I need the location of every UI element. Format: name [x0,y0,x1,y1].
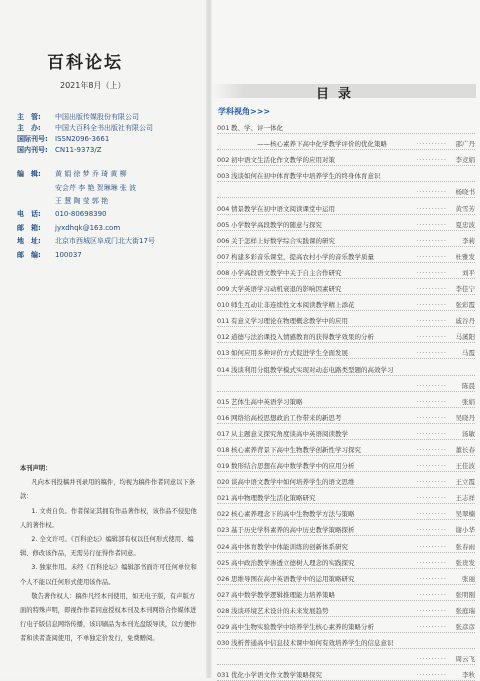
declaration [20,462,198,647]
toc-leader-dots: ·········· [416,220,447,229]
toc-page-number: 023 [217,526,230,535]
toc-article-title: 高中体育教学中体能训练的创新体系研究 [231,542,348,551]
toc-article-title: 艺体生高中英语学习策略 [231,397,303,406]
toc-article-title: 谈高中语文教学中如何培养学生的语文思维 [231,478,355,487]
toc-article-title: 教、学、评一体化 [231,124,283,133]
toc-leader-dots: ·········· [416,606,447,615]
toc-page-number: 001 [217,124,230,133]
toc-article-title: 小学高段语文教学中关于自主合作研究 [231,268,342,277]
toc-page-number: 018 [217,445,230,454]
toc-author: 刘平 [462,268,475,277]
contact-row [17,235,155,249]
toc-entry[interactable] [217,520,475,534]
toc-leader-dots: ·········· [416,204,447,213]
toc-author: 周云飞 [455,655,475,664]
toc-article-title: 核心素养背景下高中生物教学创新性学习探究 [231,445,361,454]
toc-leader-dots: ·········· [416,590,447,599]
toc-author: 马霞 [462,349,475,358]
editors-block [17,168,136,209]
toc-entry[interactable] [217,215,475,229]
toc-article-title: 高中物理教学生活化策略研究 [231,494,316,503]
toc-page-number: 003 [217,172,230,181]
toc-entry[interactable] [217,440,475,454]
meta-value: CN11-9373/Z [55,146,102,154]
contact-label: 邮 箱: [17,223,41,232]
section-heading: 学科视角>>> [218,107,271,116]
toc-entry[interactable] [217,311,475,325]
toc-page-number: 029 [217,623,230,631]
toc-article-title: 浅谈如何在初中体育教学中培养学生的终身体育意识 [231,172,381,181]
toc-article-title: 浅谈环境艺术设计的未来发展趋势 [231,606,329,615]
editors-label: 编 辑: [17,170,41,178]
toc-leader-dots: ·········· [416,268,447,277]
toc-leader-dots: ·········· [416,140,447,149]
toc-entry[interactable] [217,553,475,567]
toc-page-number: 013 [217,349,230,358]
contact-row [17,222,155,236]
toc-leader-dots: ·········· [416,478,447,487]
declaration-paragraph: 2. 全文许可。《百科论坛》编辑部有权以任何形式使用、编辑、修改该作品，无需另行征得作者同意。 [20,536,194,558]
toc-article-title: 核心素养理念下的高中生物教学方法与策略 [231,510,355,519]
toc-author: 陈晨 [462,381,475,390]
toc-article-title: 大学英语学习动机衰退的影响因素研究 [231,285,342,294]
toc-entry[interactable] [217,198,475,212]
contact-label: 电 话: [17,210,41,218]
meta-row [17,134,202,145]
toc-author: 王立霞 [455,478,475,487]
toc-entry[interactable] [217,504,475,518]
toc-article-title: 小学数学高段教学的随意与探究 [231,220,322,229]
toc-entry[interactable] [217,488,475,502]
contact-row [17,249,155,263]
toc-entry[interactable] [217,118,475,132]
toc-author: 邵广丹 [455,140,475,149]
toc-page-number: 022 [217,510,230,519]
toc-leader-dots: ·········· [416,349,447,358]
meta-value: ISSN2096-3661 [55,135,110,143]
toc-leader-dots: ·········· [416,462,447,471]
toc-author: 董长春 [455,445,475,454]
toc-article-title: 道德与法治课投入情感教育的获得教学效果的分析 [231,333,374,342]
toc-author: 张丽 [462,574,475,583]
toc-entry[interactable] [217,424,475,438]
toc-article-title: 关于怎样上好数学综合实践课的研究 [231,236,335,245]
toc-title: 目录 [316,87,361,102]
toc-entry[interactable] [217,182,475,196]
toc-page-number: 012 [217,333,230,342]
toc-page-number: 004 [217,204,230,213]
toc-leader-dots: ·········· [416,655,447,664]
meta-value: 中国大百科全书出版社有限公司 [55,124,153,132]
contact-value: 010-80698390 [55,210,107,218]
editors-line: 王 慧 陶 莹 郭 艳 [55,197,109,205]
toc-page-number: 016 [217,413,230,422]
declaration-paragraph: 1. 文责自负。作者保证其拥有作品著作权，该作品不侵犯他人的著作权。 [20,507,197,529]
toc-entry[interactable] [217,166,475,180]
toc-entry[interactable] [217,134,475,148]
toc-author: 王佳波 [455,462,475,471]
toc-entry[interactable] [217,231,475,245]
toc-entry[interactable] [217,633,475,647]
toc-page-number: 021 [217,494,230,503]
toc-author: 张贵发 [455,558,475,567]
contact-label: 邮 编: [17,250,41,259]
toc-author: 谢小华 [455,526,475,535]
toc-author: 黄雪芳 [455,204,475,213]
toc-entry[interactable] [217,359,475,373]
toc-leader-dots: ·········· [416,252,447,261]
toc-author: 李秋 [462,671,475,680]
toc-article-title: 高中数学教学逻辑推理能力培养策略 [231,590,335,599]
toc-entry[interactable] [217,472,475,486]
toc-leader-dots: ·········· [416,494,447,503]
toc-leader-dots: ·········· [416,285,447,294]
toc-author: 李佳宁 [455,285,475,294]
toc-page-number: 026 [217,574,230,583]
toc-leader-dots: ·········· [416,574,447,583]
toc-entry[interactable] [217,263,475,277]
meta-row [17,145,202,156]
toc-entry[interactable] [217,150,475,164]
toc-entry[interactable] [217,392,475,406]
toc-leader-dots: ·········· [416,429,447,438]
meta-label: 国际刊号: [17,135,48,143]
toc-entry[interactable] [217,585,475,599]
toc-article-title: 如何应用多种评价方式促进学生全面发展 [231,349,348,358]
toc-article-title: 优化小学语文作文教学策略探究 [231,671,322,680]
toc-page-number: 019 [217,462,230,471]
meta-row [17,123,202,134]
toc-author: 李竞娟 [455,156,475,165]
toc-leader-dots: ·········· [416,526,447,535]
toc-article-title: 高中政治教学渗透立德树人理念的实践探究 [231,558,355,567]
toc-author: 张彩霞 [455,301,475,310]
toc-article-title: 基于历史学科素养的高中历史教学策略探析 [231,526,355,535]
contact-info [17,208,155,262]
toc-entry[interactable] [217,617,475,631]
toc-leader-dots: ·········· [416,317,447,326]
toc-article-title: 思维导图在高中英语教学中的运用策略研究 [231,574,355,583]
toc-page-number: 031 [217,671,230,680]
toc-author: 张彦彦 [455,623,475,631]
toc-article-title: 情景教学在初中语文阅读课堂中运用 [231,204,335,213]
toc-entry[interactable] [217,456,475,470]
toc-entry[interactable] [217,376,475,390]
toc-entry[interactable] [217,279,475,293]
toc-author: 戚谷丹 [455,317,475,326]
toc-article-title: 有意义学习理论在物理概念教学中的应用 [231,317,348,326]
editors-line: 安会芹 李 艳 贺琳琳 张 波 [55,183,137,192]
toc-entry[interactable] [217,247,475,261]
toc-entry[interactable] [217,601,475,615]
declaration-heading: 本刊声明： [20,465,52,472]
toc-leader-dots: ·········· [416,510,447,519]
toc-article-title: 初中语文生活化作文教学的应用对策 [231,156,335,165]
declaration-paragraph: 3. 独家作用。未经《百科论坛》编辑部书面许可任何单位和个人不能以任何形式使用该作品。 [20,564,197,586]
meta-row [17,112,202,123]
toc-leader-dots: ·········· [416,445,447,454]
toc-page-number: 017 [217,429,230,438]
toc-author: 汤敏 [462,429,475,438]
toc-leader-dots: ·········· [416,623,447,631]
toc-article-title: 网络给高校思想政治工作带来的新思考 [231,413,342,422]
toc-page-number: 014 [217,365,230,374]
page-gutter [206,0,212,678]
toc-entry[interactable] [217,665,475,679]
toc-entry[interactable] [217,408,475,422]
toc-leader-dots: ·········· [416,156,447,165]
toc-leader-dots: ·········· [416,333,447,342]
contact-value: jyxdhqk@163.com [55,223,121,232]
toc-article-title: 浅析普通高中信息技术课中如何有效培养学生的信息意识 [231,639,394,648]
toc-leader-dots: ·········· [416,542,447,551]
toc-article-title: 构建多彩音乐课堂，提高农村小学的音乐教学质量 [231,252,374,261]
toc-article-title: 高中生物实验教学中培养学生核心素养的策略分析 [231,623,374,631]
toc-author: 吴翠楠 [455,510,475,519]
contact-value: 100037 [55,250,82,259]
toc-article-title: 师生互动让非连续性文本阅读教学精上添花 [231,301,355,310]
toc-leader-dots: ·········· [416,301,447,310]
toc-entry[interactable] [217,295,475,309]
toc-author: 夏忠波 [455,220,475,229]
toc-entry[interactable] [217,536,475,550]
toc-leader-dots: ·········· [416,671,447,680]
toc-page-number: 027 [217,590,230,599]
toc-leader-dots: ·········· [416,558,447,567]
toc-page-number: 007 [217,252,230,261]
toc-article-title: ——核心素养下高中化学教学评价的优化策略 [257,140,387,149]
contact-row [17,208,155,222]
toc-entry[interactable] [217,343,475,357]
toc-leader-dots: ·········· [416,397,447,406]
toc-page-number: 009 [217,285,230,294]
toc-page-number: 020 [217,478,230,487]
toc-page-number: 005 [217,220,230,229]
toc-page-number: 015 [217,397,230,406]
toc-leader-dots: ·········· [416,236,447,245]
toc-author: 李莉 [462,236,475,245]
toc-leader-dots: ·········· [416,381,447,390]
meta-label: 主 办: [17,124,41,132]
publication-info [17,112,202,156]
toc-article-title: 数形结合思想在高中数学教学中的应用分析 [231,462,355,471]
toc-author: 张娟 [462,397,475,406]
toc-page-number: 002 [217,156,230,165]
toc-entry[interactable] [217,327,475,341]
toc-article-title: 从主题意义探究角度谈高中英语阅读教学 [231,429,348,438]
toc-author: 杨晓书 [455,188,475,197]
magazine-title: 百科论坛 [47,53,123,73]
declaration-paragraph: 凡向本刊投稿并刊录用的稿件，均视为稿件作者同意以下条款： [20,479,196,501]
toc-page-number: 028 [217,606,230,615]
toc-page-number: 024 [217,542,230,551]
toc-entry[interactable] [217,569,475,583]
toc-article-title: 浅谈利用分组教学模式实现对动态电路类型题的高效学习 [231,365,394,374]
toc-author: 张春雨 [455,542,475,551]
toc-page-number: 025 [217,558,230,567]
toc-author: 杜雅发 [455,252,475,261]
toc-author: 吴晓丹 [455,413,475,422]
contact-label: 地 址: [17,237,41,245]
toc-page-number: 006 [217,236,230,245]
editors-line: 黄 娟 徐 梦 乔 琦 黄 柳 [55,170,127,178]
toc-leader-dots: ·········· [416,188,447,197]
meta-value: 中国出版传媒股份有限公司 [55,113,139,121]
toc-page-number: 008 [217,268,230,277]
toc-page-number: 011 [217,317,230,326]
declaration-paragraph: 敬告著作权人：稿件凡经本刊使用，如无电子版，有声版方面的特殊声明，即视作作者同意授权本刊及本刊网络合作媒体进行电子版信息网络传播，该印刷品为本刊光盘版导读，以方便作者和读者查阅使用，不单独定价发行，免费赠阅。 [20,592,197,643]
toc-entry[interactable] [217,649,475,663]
toc-author: 王志祥 [455,494,475,503]
meta-label: 主 管: [17,113,41,121]
toc-author: 马溪阳 [455,333,475,342]
toc-author: 张明刚 [455,590,475,599]
meta-label: 国内刊号: [17,146,48,154]
toc-leader-dots: ·········· [416,413,447,422]
issue-date: 2021年8月（上） [60,81,126,90]
toc-author: 张庭瑞 [455,606,475,615]
toc-page-number: 010 [217,301,230,310]
toc-page-number: 030 [217,639,230,648]
table-of-contents [217,118,475,681]
contact-value: 北京市西城区阜成门北大街17号 [55,237,155,245]
